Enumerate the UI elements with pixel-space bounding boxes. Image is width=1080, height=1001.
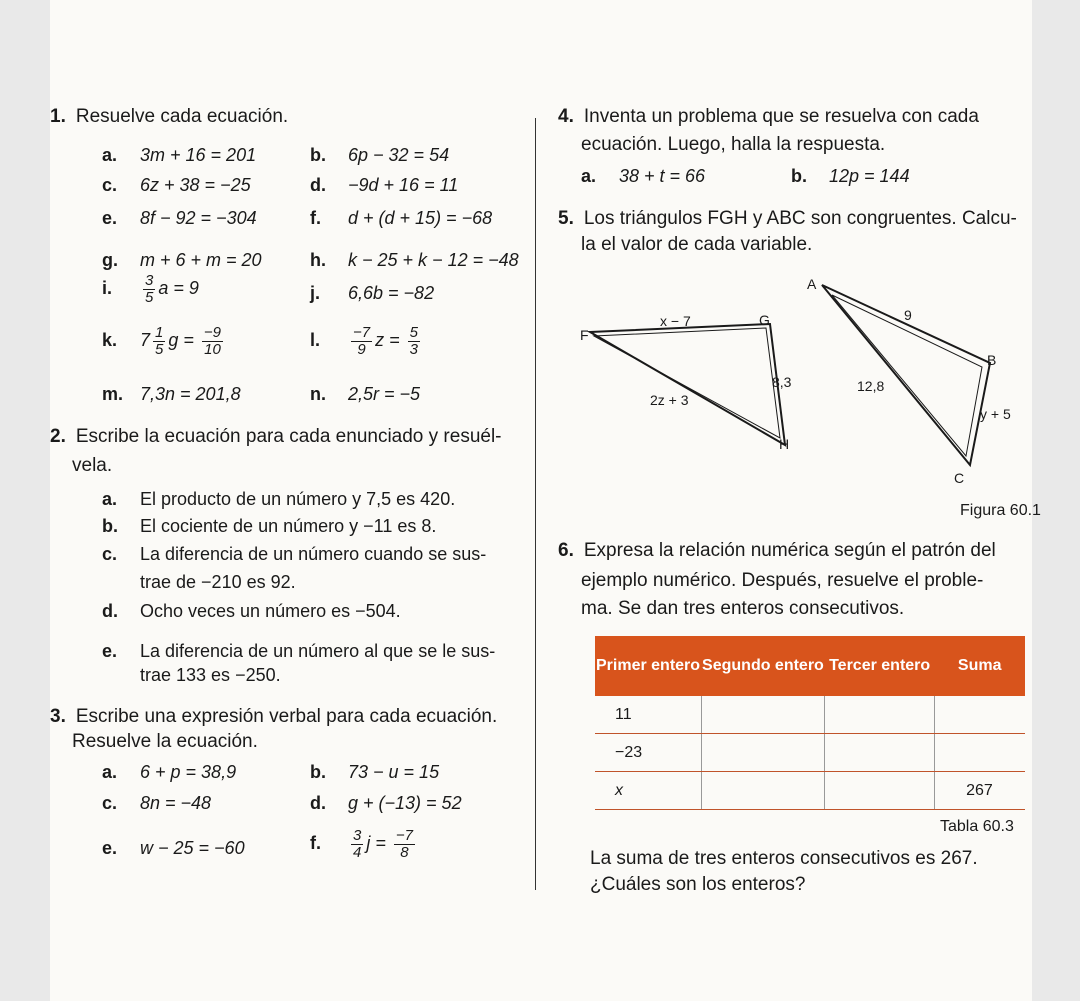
q3-item-b: b. 73 − u = 15: [310, 762, 440, 782]
q6-question: La suma de tres enteros consecutivos es 267.: [590, 848, 978, 869]
q1-item-d: d. −9d + 16 = 11: [310, 175, 459, 195]
table-cell: [701, 772, 825, 810]
header-segundo: Segundo entero: [701, 636, 825, 696]
q2-item-e-cont: trae 133 es −250.: [140, 665, 281, 685]
q1-item-i: i. $\frac{3}{5}$ a = 9: [102, 272, 199, 306]
label-f: F: [580, 327, 589, 343]
q2-heading-cont: vela.: [72, 455, 113, 476]
q5-heading-cont: la el valor de cada variable.: [581, 234, 813, 255]
q1-item-k: k. 7 $\frac{1}{5}$ g = $\frac{-9}{10}$: [102, 324, 222, 358]
label-b: B: [987, 352, 997, 368]
header-suma: Suma: [934, 636, 1025, 696]
table-cell: 11: [595, 696, 701, 734]
fraction: $\frac{3}{5}$: [145, 272, 154, 306]
label-side-fh: 2z + 3: [650, 392, 689, 408]
header-primer: Primer entero: [595, 636, 701, 696]
label-side-fg: x − 7: [660, 313, 691, 329]
q1-item-e: e. 8f − 92 = −304: [102, 208, 257, 228]
q6-heading-cont: ejemplo numérico. Después, resuelve el proble-: [581, 570, 984, 591]
q3-heading-cont: Resuelve la ecuación.: [72, 731, 258, 752]
label-a: A: [807, 276, 817, 292]
table-cell: [934, 696, 1025, 734]
label-side-ac: 12,8: [857, 378, 885, 394]
q1-item-f: f. d + (d + 15) = −68: [310, 208, 493, 228]
table-cell: [934, 734, 1025, 772]
fraction: $\frac{-7}{8}$: [395, 827, 413, 861]
table-row: [595, 772, 1025, 810]
column-divider: [535, 118, 536, 890]
q6-question-cont: ¿Cuáles son los enteros?: [590, 874, 806, 895]
q1-item-m: m. 7,3n = 201,8: [102, 384, 241, 404]
table-cell: −23: [595, 734, 701, 772]
q3-item-d: d. g + (−13) = 52: [310, 793, 462, 813]
q1-item-h: h. k − 25 + k − 12 = −48: [310, 250, 519, 270]
textbook-page: [50, 0, 1041, 1001]
header-tercer: Tercer entero: [825, 636, 935, 696]
fraction: $\frac{1}{5}$: [155, 324, 164, 358]
table-cell: x: [595, 772, 701, 810]
label-c: C: [954, 470, 965, 486]
q1-item-b: b. 6p − 32 = 54: [310, 145, 450, 165]
q4-heading-cont: ecuación. Luego, halla la respuesta.: [581, 134, 886, 155]
q5-heading: 5. Los triángulos FGH y ABC son congruentes. Calcu-: [558, 208, 1017, 229]
q3-item-a: a. 6 + p = 38,9: [102, 762, 237, 782]
q1-item-n: n. 2,5r = −5: [310, 384, 421, 404]
q1-heading: 1. Resuelve cada ecuación.: [50, 106, 289, 127]
triangles-figure: [570, 270, 1040, 490]
q4-item-b: b. 12p = 144: [791, 166, 910, 186]
q2-item-e: e. La diferencia de un número al que se le sus-: [102, 641, 496, 661]
q1-item-j: j. 6,6b = −82: [310, 283, 435, 303]
label-side-gh: 8,3: [772, 374, 792, 390]
table-cell: [825, 772, 935, 810]
label-g: G: [759, 312, 770, 328]
q4-heading: 4. Inventa un problema que se resuelva con cada: [558, 106, 979, 127]
q2-item-a: a. El producto de un número y 7,5 es 420.: [102, 489, 456, 509]
q4-item-a: a. 38 + t = 66: [581, 166, 706, 186]
table-header-row: [595, 636, 1025, 696]
q2-item-c-cont: trae de −210 es 92.: [140, 572, 296, 592]
q2-item-b: b. El cociente de un número y −11 es 8.: [102, 516, 437, 536]
triangle-fgh-inner: [594, 328, 780, 438]
fraction: $\frac{5}{3}$: [409, 324, 418, 358]
q2-item-c: c. La diferencia de un número cuando se sus-: [102, 544, 487, 564]
label-side-bc: y + 5: [980, 406, 1011, 422]
table-cell: [825, 734, 935, 772]
q1-item-a: a. 3m + 16 = 201: [102, 145, 257, 165]
q6-heading: 6. Expresa la relación numérica según el patrón del: [558, 540, 996, 561]
table-caption: Tabla 60.3: [940, 818, 1014, 835]
q3-heading: 3. Escribe una expresión verbal para cada ecuación.: [50, 706, 498, 727]
fraction: $\frac{3}{4}$: [353, 827, 362, 861]
fraction: $\frac{-9}{10}$: [203, 324, 222, 358]
q1-item-c: c. 6z + 38 = −25: [102, 175, 251, 195]
q3-item-f: f. $\frac{3}{4}$ j = $\frac{-7}{8}$: [310, 827, 413, 861]
table-row: [595, 696, 1025, 734]
integers-table: [595, 636, 1025, 810]
figure-caption: Figura 60.1: [960, 502, 1041, 519]
label-h: H: [779, 436, 790, 452]
q2-item-d: d. Ocho veces un número es −504.: [102, 601, 401, 621]
table-row: [595, 734, 1025, 772]
q6-heading-cont2: ma. Se dan tres enteros consecutivos.: [581, 598, 905, 619]
q1-item-l: l. $\frac{-7}{9}$ z = $\frac{5}{3}$: [310, 324, 418, 358]
table-cell: [701, 696, 825, 734]
table-cell: [825, 696, 935, 734]
triangle-fgh: [590, 324, 785, 445]
fraction: $\frac{-7}{9}$: [353, 324, 371, 358]
table-cell: [701, 734, 825, 772]
label-side-ab: 9: [904, 307, 912, 323]
table-cell: 267: [934, 772, 1025, 810]
q3-item-c: c. 8n = −48: [102, 793, 212, 813]
q2-heading: 2. Escribe la ecuación para cada enunciado y resuél-: [50, 426, 502, 447]
q1-item-g: g. m + 6 + m = 20: [102, 250, 262, 270]
q3-item-e: e. w − 25 = −60: [102, 838, 245, 858]
